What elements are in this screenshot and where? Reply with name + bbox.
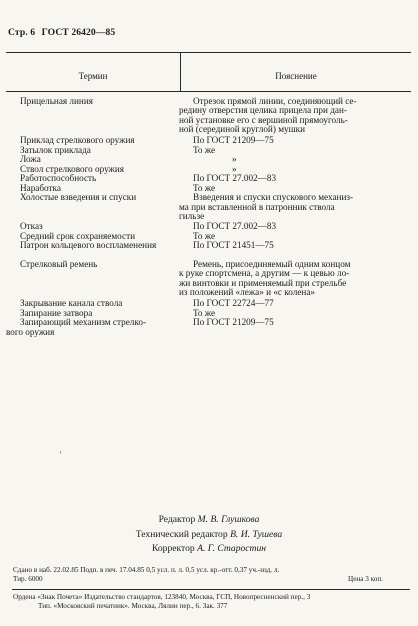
term-bore-closing: Закрывание канала ствола [20, 298, 123, 308]
ditto-mark: » [232, 163, 237, 174]
definition-line: То же [193, 230, 216, 241]
imprint-publisher: Ордена «Знак Почета» Издательство стандартов, 123840, Москва, ГСП, Новопресненский пер., 3 [13, 593, 311, 601]
term-failure: Отказ [20, 221, 43, 231]
definition-line: редину отверстия целика прицела при дан- [179, 105, 347, 115]
imprint-rule [12, 589, 410, 590]
definition-line: Отрезок прямой линии, соединяющий се- [193, 96, 357, 106]
column-header-explanation: Пояснение [275, 71, 317, 81]
definition-line: ма при вставленной в патронник ствола [179, 201, 335, 212]
corrector-credit [0, 542, 418, 557]
term-barrel: Ствол стрелкового оружия [20, 163, 125, 174]
table-header-rule [6, 91, 411, 92]
page-header [8, 27, 115, 38]
page-number: Стр. 6 [8, 27, 36, 38]
term-dry-cocking: Холостые взведения и спуски [20, 192, 137, 202]
credits-block [0, 513, 418, 557]
tech-editor-credit [0, 528, 418, 543]
definition-line: ной установке его с вершиной прямоуголь- [179, 114, 348, 125]
definition-line: жи винтовки и применяемый при стрельбе [179, 277, 347, 288]
definition-line: По ГОСТ 27.002—83 [193, 221, 277, 231]
definition-line: По ГОСТ 27.002—83 [193, 173, 277, 183]
standard-number: ГОСТ 26420—85 [41, 27, 116, 38]
definition-line: ной (серединой круглой) мушки [179, 124, 306, 134]
definition-line: То же [193, 182, 216, 193]
term-rimfire-cartridge: Патрон кольцевого воспламенения [20, 241, 157, 250]
definition-line: По ГОСТ 21451—75 [193, 240, 274, 250]
editor-role: Редактор [158, 514, 196, 525]
definition-line: То же [193, 144, 216, 155]
imprint-print-data: Сдано в наб. 22.02.85 Подп. в печ. 17.04.85 0,5 усл. п. л. 0,5 усл. кр.-отт. 0,37 уч.-изд. л. [13, 566, 280, 574]
table-top-rule [6, 52, 411, 53]
ditto-mark: » [232, 154, 237, 164]
term-bolt-locking: Запирание затвора [20, 307, 93, 318]
definition-line: Взведения и спуски спускового механиз- [193, 192, 354, 202]
term-operating-time: Наработка [20, 182, 61, 193]
definition-line: По ГОСТ 22724—77 [193, 298, 274, 308]
definition-line: гильзе [179, 211, 205, 221]
definition-line: То же [193, 307, 216, 318]
term-locking-mechanism: Запирающий механизм стрелко- [20, 317, 147, 327]
term-shooting-sling: Стрелковый ремень [20, 258, 98, 269]
definition-line: Ремень, присоединяемый одним концом [193, 258, 351, 269]
corrector-name: А. Г. Старостин [197, 543, 267, 554]
term-locking-mechanism-continued: вого оружия [6, 326, 55, 337]
tech-editor-role: Технический редактор [135, 528, 228, 540]
editor-credit [0, 513, 418, 528]
term-stock: Приклад стрелкового оружия [20, 135, 135, 145]
definition-line: По ГОСТ 21209—75 [193, 135, 274, 145]
term-sighting-line: Прицельная линия [20, 96, 93, 106]
column-header-term: Термин [78, 71, 108, 81]
imprint-printer: Тип. «Московский печатник». Москва, Лялин пер., 6. Зак. 377 [38, 602, 228, 610]
term-operability: Работоспособность [20, 173, 97, 183]
corrector-role: Корректор [151, 543, 195, 554]
tech-editor-name: В. И. Тушева [230, 528, 283, 540]
stray-mark: ' [60, 450, 62, 459]
term-buttplate: Затылок приклада [20, 144, 91, 155]
term-forestock: Ложа [20, 154, 41, 164]
definition-line: к руке спортсмена, а другим — к цевью ло- [179, 268, 350, 278]
term-storage-life: Средний срок сохраняемости [20, 230, 136, 241]
definition-line: из положений «лежа» и «с колена» [179, 287, 316, 297]
imprint-circulation: Тир. 6000 [13, 575, 43, 583]
imprint-price: Цена 3 коп. [348, 575, 383, 583]
editor-name: М. В. Глушкова [197, 514, 260, 525]
definition-line: По ГОСТ 21209—75 [193, 317, 274, 327]
